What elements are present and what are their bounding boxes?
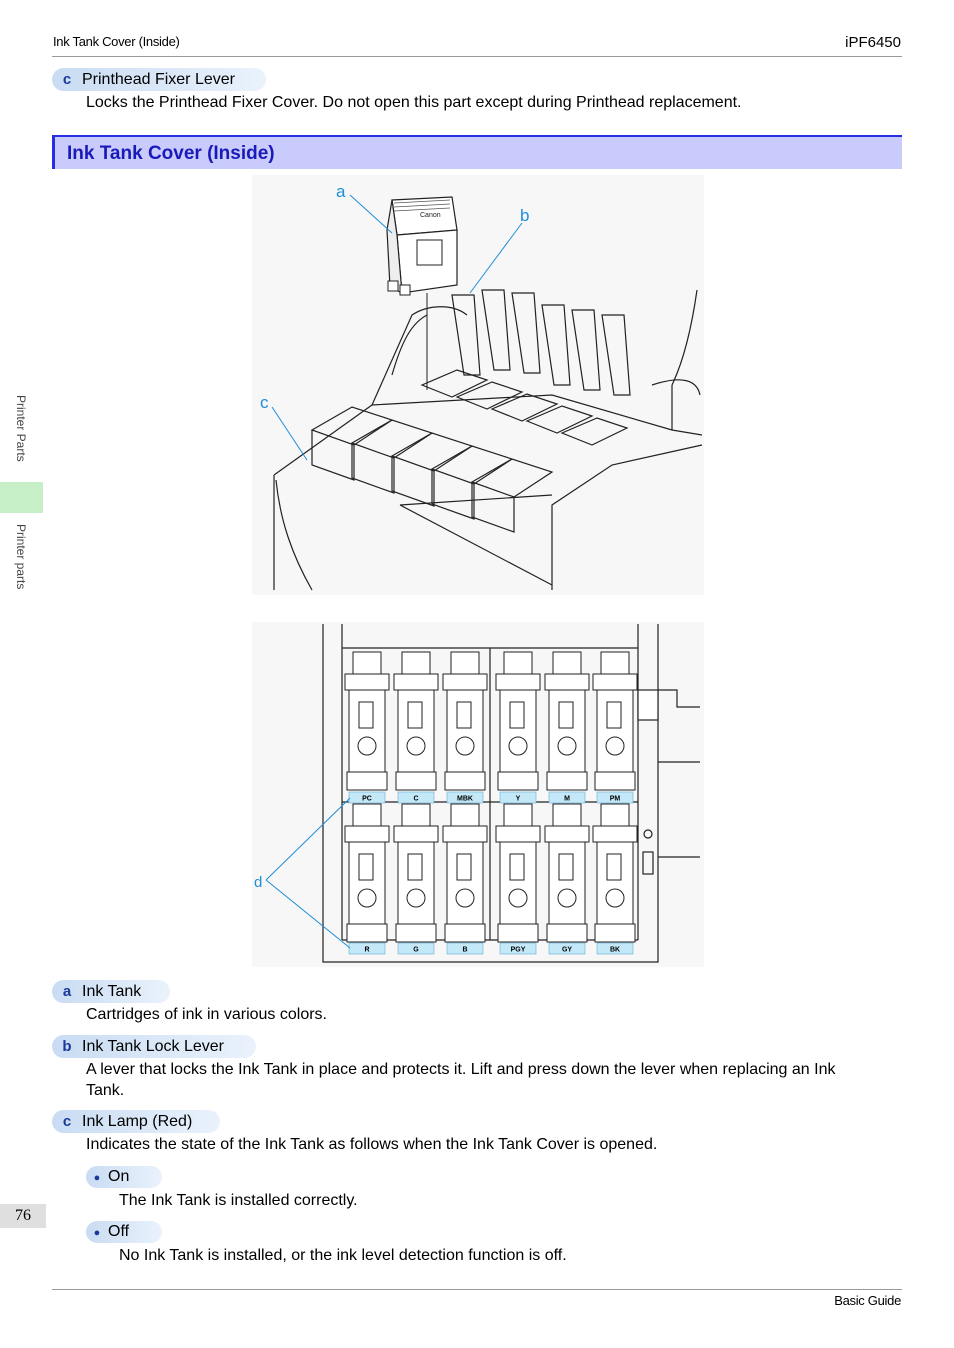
color-label: PC <box>362 795 372 803</box>
item-letter: c <box>62 1113 72 1130</box>
callout-c: c <box>260 393 269 412</box>
tank-brand-logo: Canon <box>420 212 441 219</box>
state-description: No Ink Tank is installed, or the ink level detection function is off. <box>119 1247 567 1264</box>
color-label: B <box>462 946 468 954</box>
item-label-ink-lamp <box>52 1110 220 1133</box>
color-label: C <box>413 795 419 803</box>
footer-guide-title: Basic Guide <box>834 1293 901 1308</box>
color-label: R <box>364 946 370 954</box>
callout-d: d <box>254 874 263 891</box>
item-description-line-2: Tank. <box>86 1082 125 1099</box>
state-label-text: Off <box>108 1223 130 1240</box>
bullet-icon: ● <box>93 1172 101 1184</box>
state-label-on <box>86 1166 162 1188</box>
item-label-text: Ink Lamp (Red) <box>82 1113 193 1130</box>
item-description: Indicates the state of the Ink Tank as follows when the Ink Tank Cover is opened. <box>86 1136 658 1153</box>
callout-b: b <box>520 206 530 225</box>
sidebar-section-label: Printer parts <box>14 524 28 590</box>
bullet-icon: ● <box>93 1227 101 1239</box>
item-letter: b <box>62 1038 72 1055</box>
item-label-text: Ink Tank <box>82 983 142 1000</box>
footer-divider <box>52 1289 902 1290</box>
item-letter: c <box>62 71 72 88</box>
section-title: Ink Tank Cover (Inside) <box>67 143 275 164</box>
sidebar-section-tab <box>0 482 43 513</box>
color-label: Y <box>515 795 521 803</box>
item-label-text: Ink Tank Lock Lever <box>82 1038 225 1055</box>
color-label: M <box>564 795 570 803</box>
state-description: The Ink Tank is installed correctly. <box>119 1192 358 1209</box>
callout-a: a <box>336 182 346 201</box>
item-description: Locks the Printhead Fixer Cover. Do not open this part except during Printhead replacement. <box>86 94 742 111</box>
color-label: MBK <box>457 795 473 803</box>
state-label-off <box>86 1221 162 1243</box>
item-label-text: Printhead Fixer Lever <box>82 71 235 88</box>
color-label: PGY <box>510 946 526 954</box>
running-header-title: Ink Tank Cover (Inside) <box>53 34 180 49</box>
header-divider <box>52 56 902 57</box>
state-label-text: On <box>108 1168 130 1185</box>
item-label-ink-tank-lock-lever <box>52 1035 256 1058</box>
color-label: PM <box>609 795 621 803</box>
item-label-printhead-fixer-lever <box>52 68 266 91</box>
color-label: BK <box>609 946 621 954</box>
item-letter: a <box>62 983 72 1000</box>
sidebar-chapter-label: Printer Parts <box>14 395 28 462</box>
color-label: GY <box>561 946 573 954</box>
item-description-line-1: A lever that locks the Ink Tank in place and protects it. Lift and press down the lever when replacing an Ink <box>86 1061 836 1078</box>
running-header-model: iPF6450 <box>845 34 901 51</box>
ink-tank-top-view <box>252 622 704 967</box>
page-number: 76 <box>0 1204 46 1228</box>
section-heading <box>52 135 902 169</box>
ink-tank-cover-illustration <box>252 175 704 595</box>
item-label-ink-tank <box>52 980 170 1003</box>
color-label: G <box>413 946 419 954</box>
item-description: Cartridges of ink in various colors. <box>86 1006 327 1023</box>
